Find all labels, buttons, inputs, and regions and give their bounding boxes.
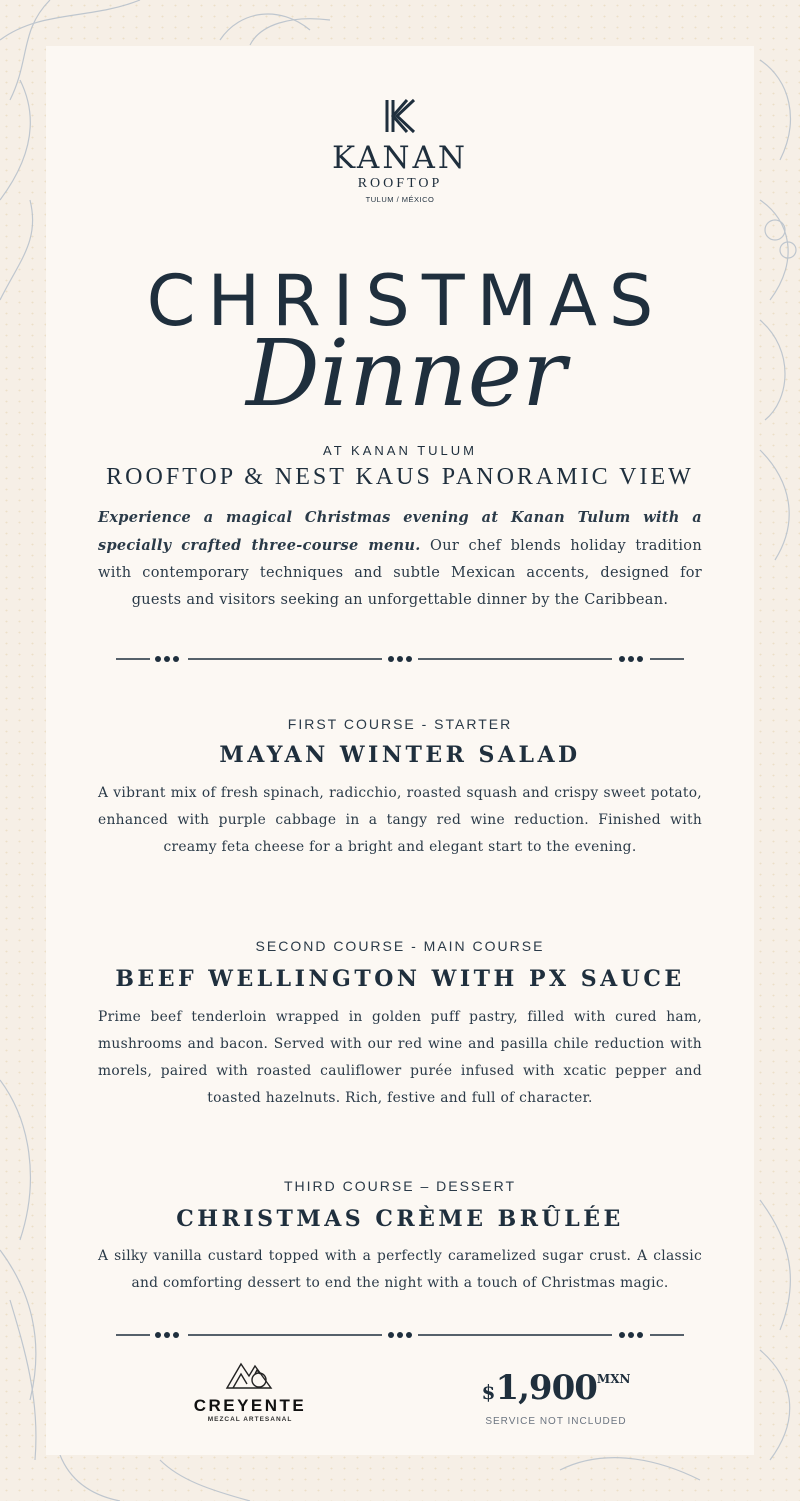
brand-name: KANAN xyxy=(332,140,468,176)
ornament-divider xyxy=(116,1329,684,1341)
course-name: BEEF WELLINGTON WITH PX SAUCE xyxy=(115,966,685,992)
menu-card xyxy=(46,46,754,1455)
sponsor-sub: MEZCAL ARTESANAL xyxy=(207,1416,293,1423)
course-label: THIRD COURSE – DESSERT xyxy=(284,1178,516,1194)
price-block xyxy=(476,1368,636,1427)
headline-title: CHRISTMAS xyxy=(146,260,666,342)
course-name: CHRISTMAS CRÈME BRÛLÉE xyxy=(176,1206,624,1232)
venue-name: ROOFTOP & NEST KAUS PANORAMIC VIEW xyxy=(106,464,694,490)
venue-at: AT KANAN TULUM xyxy=(323,443,477,458)
ornament-divider xyxy=(116,653,684,665)
course-label: FIRST COURSE - STARTER xyxy=(287,716,513,732)
price-amount xyxy=(476,1368,636,1408)
intro-emphasis: Experience a magical Christmas evening at Kanan Tulum with a specially crafted three-course menu. xyxy=(98,509,702,554)
intro-body: Our chef blends holiday tradition with contemporary techniques and subtle Mexican accents, designed for guests and visitors seeking an unforgettable dinner by the Caribbean. xyxy=(98,538,702,608)
creyente-jaguar-icon xyxy=(225,1354,275,1392)
kanan-k-monogram-icon xyxy=(383,98,417,134)
course-label: SECOND COURSE - MAIN COURSE xyxy=(255,938,545,954)
price-number: 1,900 xyxy=(495,1368,597,1408)
course-description: A silky vanilla custard topped with a perfectly caramelized sugar crust. A classic and comforting dessert to end the night with a touch of Christmas magic. xyxy=(98,1248,702,1291)
brand-subtitle: ROOFTOP xyxy=(357,176,443,191)
price-unit: MXN xyxy=(596,1372,631,1386)
sponsor-name: CREYENTE xyxy=(193,1396,307,1415)
price-note: SERVICE NOT INCLUDED xyxy=(485,1416,627,1427)
price-currency: $ xyxy=(481,1380,496,1404)
course-description: Prime beef tenderloin wrapped in golden puff pastry, filled with cured ham, mushrooms and bacon. Served with our red wine and pasilla chile reduction with morels, paired with roasted cauliflower purée infused with xcatic pepper and toasted hazelnuts. Rich, festive and full of character. xyxy=(98,1009,702,1106)
course-name: MAYAN WINTER SALAD xyxy=(219,742,581,768)
brand-location: TULUM / MÉXICO xyxy=(365,195,435,204)
headline-script: Dinner xyxy=(245,320,567,427)
intro-paragraph xyxy=(98,504,702,614)
kanan-logo xyxy=(46,98,754,204)
creyente-logo xyxy=(170,1354,330,1423)
course-description: A vibrant mix of fresh spinach, radicchio, roasted squash and crispy sweet potato, enhanced with purple cabbage in a tangy red wine reduction. Finished with creamy feta cheese for a bright and elegant start to the evening. xyxy=(98,785,702,855)
